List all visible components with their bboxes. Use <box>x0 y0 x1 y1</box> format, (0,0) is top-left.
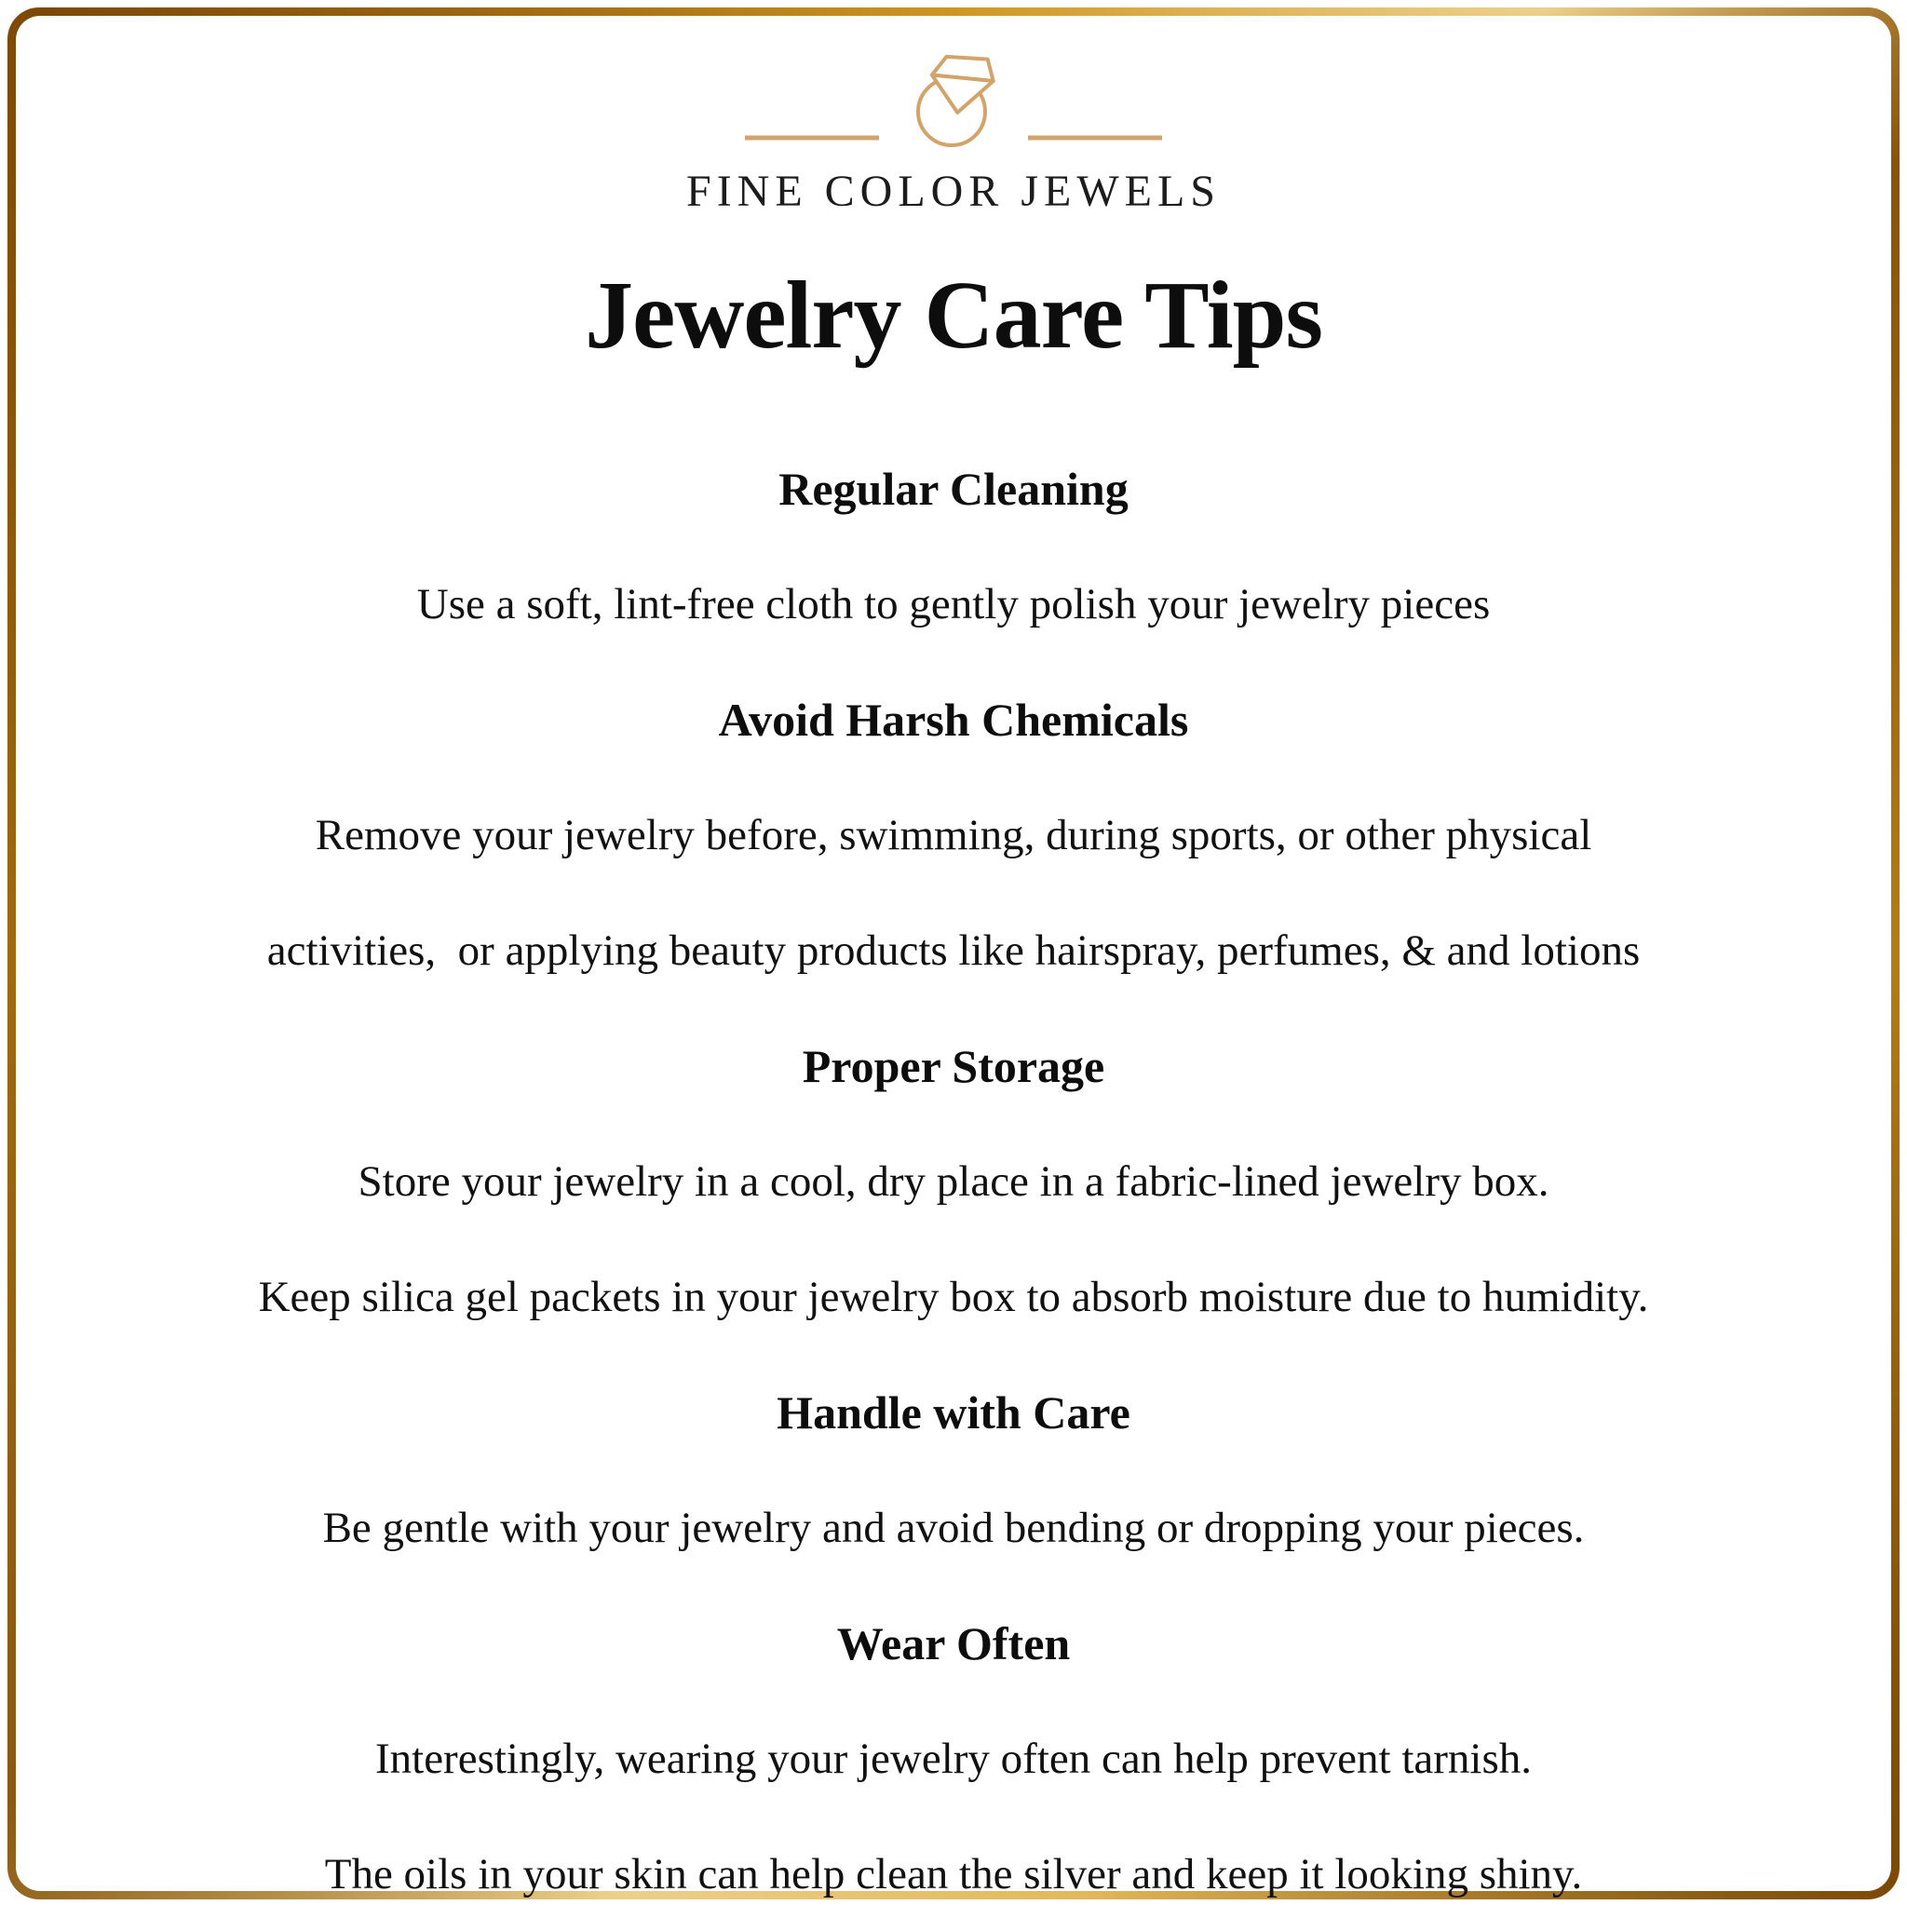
tips-list <box>32 431 1875 1932</box>
section-heading-avoid-harsh-chemicals: Avoid Harsh Chemicals <box>32 662 1875 777</box>
section-body-line: Remove your jewelry before, swimming, during sports, or other physical <box>32 777 1875 893</box>
section-body-line: Interestingly, wearing your jewelry often can help prevent tarnish. <box>32 1701 1875 1817</box>
section-heading-proper-storage: Proper Storage <box>32 1008 1875 1124</box>
section-heading-wear-often: Wear Often <box>32 1586 1875 1701</box>
gold-gradient-frame <box>7 7 1900 1899</box>
section-body-line: The oils in your skin can help clean the silver and keep it looking shiny. <box>32 1817 1875 1932</box>
section-heading-handle-with-care: Handle with Care <box>32 1355 1875 1470</box>
brand-name: FINE COLOR JEWELS <box>32 169 1875 214</box>
section-body-line: Be gentle with your jewelry and avoid bending or dropping your pieces. <box>32 1470 1875 1586</box>
section-heading-regular-cleaning: Regular Cleaning <box>32 431 1875 547</box>
diamond-ring-icon <box>739 54 1168 156</box>
section-body-line: Store your jewelry in a cool, dry place in a fabric-lined jewelry box. <box>32 1124 1875 1239</box>
section-body-line: activities, or applying beauty products like hairspray, perfumes, & and lotions <box>32 893 1875 1008</box>
page-title: Jewelry Care Tips <box>32 264 1875 366</box>
section-body-line: Use a soft, lint-free cloth to gently polish your jewelry pieces <box>32 547 1875 662</box>
flyer-content <box>32 32 1875 1875</box>
card-surface <box>16 16 1891 1891</box>
section-body-line: Keep silica gel packets in your jewelry box to absorb moisture due to humidity. <box>32 1239 1875 1355</box>
brand-logo <box>32 32 1875 156</box>
